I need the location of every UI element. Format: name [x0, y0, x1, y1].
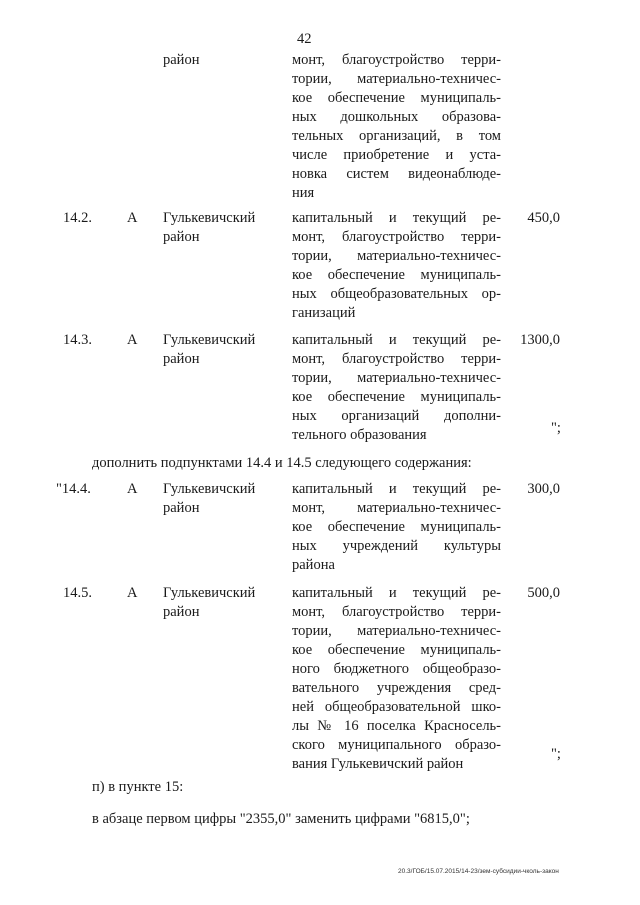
- row-district: район: [163, 229, 200, 245]
- replace-instruction: в абзаце первом цифры "2355,0" заменить цифрами "6815,0";: [92, 811, 470, 827]
- description-line: капитальный и текущий ре-: [292, 210, 501, 226]
- description-line: ганизаций: [292, 305, 356, 321]
- row-number: 14.3.: [63, 332, 92, 348]
- description-line: ных учреждений культуры: [292, 538, 501, 554]
- row-district: район: [163, 604, 200, 620]
- description-line: капитальный и текущий ре-: [292, 332, 501, 348]
- row-district: Гулькевичский: [163, 585, 256, 601]
- row-description: [292, 209, 501, 323]
- row-district: район: [163, 500, 200, 516]
- description-line: ных организаций дополни-: [292, 408, 501, 424]
- row-district: Гулькевичский: [163, 332, 256, 348]
- description-line: монт, материально-техничес-: [292, 500, 501, 516]
- description-line: ния: [292, 185, 315, 201]
- description-line: капитальный и текущий ре-: [292, 481, 501, 497]
- description-line: кое обеспечение муниципаль-: [292, 519, 501, 535]
- description-line: тории, материально-техничес-: [292, 623, 501, 639]
- description-line: тельного образования: [292, 427, 427, 443]
- closing-quote: ";: [551, 420, 561, 436]
- description-line: тории, материально-техничес-: [292, 370, 501, 386]
- description-line: ных общеобразовательных ор-: [292, 286, 501, 302]
- row-letter: А: [127, 210, 138, 226]
- row-number: "14.4.: [56, 481, 91, 497]
- description-line: вательного учреждения сред-: [292, 680, 501, 696]
- row-letter: А: [127, 585, 138, 601]
- row-amount: 500,0: [527, 585, 560, 601]
- description-continuation: [292, 51, 501, 203]
- row-amount: 1300,0: [520, 332, 560, 348]
- description-line: числе приобретение и уста-: [292, 147, 501, 163]
- description-line: капитальный и текущий ре-: [292, 585, 501, 601]
- description-line: ных дошкольных образова-: [292, 109, 501, 125]
- description-line: района: [292, 557, 335, 573]
- row-district: Гулькевичский: [163, 210, 256, 226]
- description-line: монт, благоустройство терри-: [292, 52, 501, 68]
- description-line: кое обеспечение муниципаль-: [292, 267, 501, 283]
- description-line: лы № 16 поселка Красносель-: [292, 718, 501, 734]
- description-line: тельных организаций, в том: [292, 128, 501, 144]
- row-letter: А: [127, 332, 138, 348]
- description-line: монт, благоустройство терри-: [292, 351, 501, 367]
- row-description: [292, 480, 501, 575]
- description-line: кое обеспечение муниципаль-: [292, 642, 501, 658]
- page-number: 42: [297, 31, 312, 47]
- description-line: монт, благоустройство терри-: [292, 229, 501, 245]
- row-letter: А: [127, 481, 138, 497]
- row-amount: 300,0: [527, 481, 560, 497]
- row-description: [292, 331, 501, 445]
- row-description: [292, 584, 501, 774]
- description-line: кое обеспечение муниципаль-: [292, 90, 501, 106]
- description-line: новка систем видеонаблюде-: [292, 166, 501, 182]
- document-footer: 20.3/ГОБ/15.07.2015/14-23/зем-субсидии-чколь-закон: [398, 868, 559, 875]
- description-line: ней общеобразовательной шко-: [292, 699, 501, 715]
- point-p-heading: п) в пункте 15:: [92, 779, 184, 795]
- intro-paragraph: дополнить подпунктами 14.4 и 14.5 следующего содержания:: [92, 455, 472, 471]
- description-line: тории, материально-техничес-: [292, 248, 501, 264]
- description-line: монт, благоустройство терри-: [292, 604, 501, 620]
- row-district: район: [163, 351, 200, 367]
- row-number: 14.5.: [63, 585, 92, 601]
- row-number: 14.2.: [63, 210, 92, 226]
- row-amount: 450,0: [527, 210, 560, 226]
- closing-quote: ";: [551, 746, 561, 762]
- description-line: кое обеспечение муниципаль-: [292, 389, 501, 405]
- row-district: Гулькевичский: [163, 481, 256, 497]
- description-line: ского муниципального образо-: [292, 737, 501, 753]
- district-continuation: район: [163, 52, 200, 68]
- description-line: тории, материально-техничес-: [292, 71, 501, 87]
- description-line: вания Гулькевичский район: [292, 756, 464, 772]
- description-line: ного бюджетного общеобразо-: [292, 661, 501, 677]
